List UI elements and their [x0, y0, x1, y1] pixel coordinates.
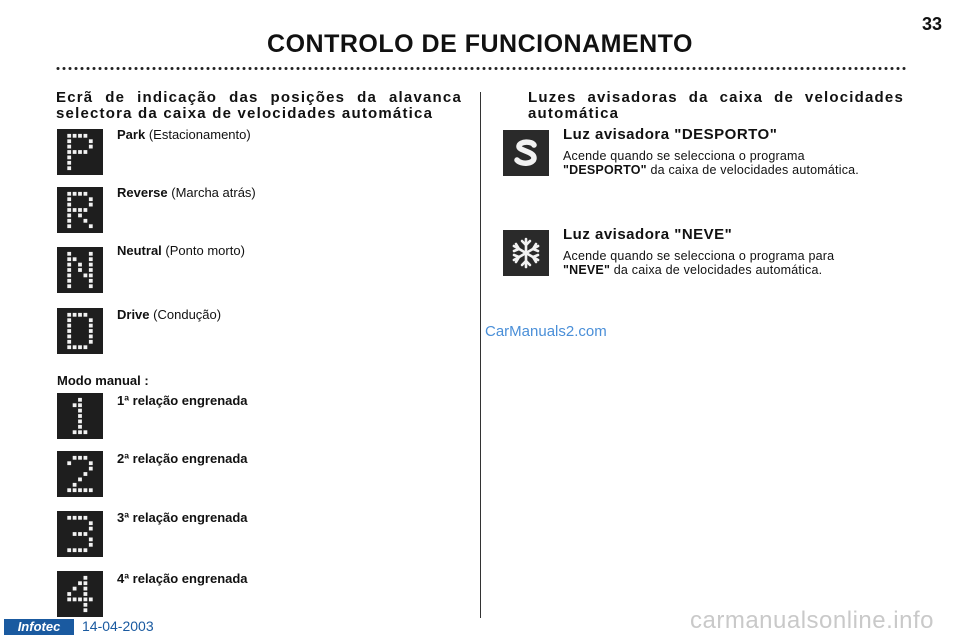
sport-light-text — [563, 149, 905, 177]
infotec-logo: Infotec — [4, 619, 74, 635]
page-title: CONTROLO DE FUNCIONAMENTO — [267, 30, 693, 58]
display-p-icon — [57, 129, 103, 175]
snow-light-text — [563, 249, 905, 277]
gear-label-3: 3ª relação engrenada — [117, 510, 248, 525]
position-name: Neutral — [117, 243, 162, 258]
snow-light-title: Luz avisadora "NEVE" — [563, 226, 733, 243]
page-number: 33 — [921, 14, 942, 34]
position-reverse — [117, 185, 256, 200]
position-desc: (Marcha atrás) — [171, 185, 256, 200]
position-desc: (Estacionamento) — [148, 127, 251, 142]
sport-light-text-post: da caixa de velocidades automática. — [650, 163, 859, 177]
left-section-heading: Ecrã de indicação das posições da alavanca selectora da caixa de velocidades automática — [56, 89, 462, 122]
position-name: Reverse — [117, 185, 168, 200]
print-date: 14-04-2003 — [82, 618, 154, 634]
sport-light-text-pre: Acende quando se selecciona o programa — [563, 149, 805, 163]
sport-light-title: Luz avisadora "DESPORTO" — [563, 126, 778, 143]
snowflake-icon — [503, 230, 549, 276]
position-park — [117, 127, 251, 142]
right-section-heading: Luzes avisadoras da caixa de velocidades automática — [528, 89, 904, 122]
display-r-icon — [57, 187, 103, 233]
display-2-icon — [57, 451, 103, 497]
carmanuals-link[interactable]: CarManuals2.com — [485, 323, 607, 340]
column-divider — [480, 92, 481, 618]
manual-mode-label: Modo manual : — [57, 373, 149, 388]
title-dotted-rule — [56, 66, 906, 71]
display-d-icon — [57, 308, 103, 354]
gear-label-4: 4ª relação engrenada — [117, 571, 248, 586]
gear-label-2: 2ª relação engrenada — [117, 451, 248, 466]
snow-light-text-pre: Acende quando se selecciona o programa para — [563, 249, 835, 263]
snow-light-text-post: da caixa de velocidades automática. — [613, 263, 823, 277]
position-name: Drive — [117, 307, 150, 322]
sport-s-icon — [503, 130, 549, 176]
display-4-icon — [57, 571, 103, 617]
display-1-icon — [57, 393, 103, 439]
sport-light-text-bold: "DESPORTO" — [563, 163, 647, 177]
snow-light-text-bold: "NEVE" — [563, 263, 611, 277]
position-desc: (Ponto morto) — [165, 243, 245, 258]
position-drive — [117, 307, 221, 322]
gear-label-1: 1ª relação engrenada — [117, 393, 248, 408]
display-3-icon — [57, 511, 103, 557]
position-name: Park — [117, 127, 146, 142]
position-desc: (Condução) — [153, 307, 222, 322]
position-neutral — [117, 243, 245, 258]
site-watermark: carmanualsonline.info — [690, 607, 934, 634]
display-n-icon — [57, 247, 103, 293]
